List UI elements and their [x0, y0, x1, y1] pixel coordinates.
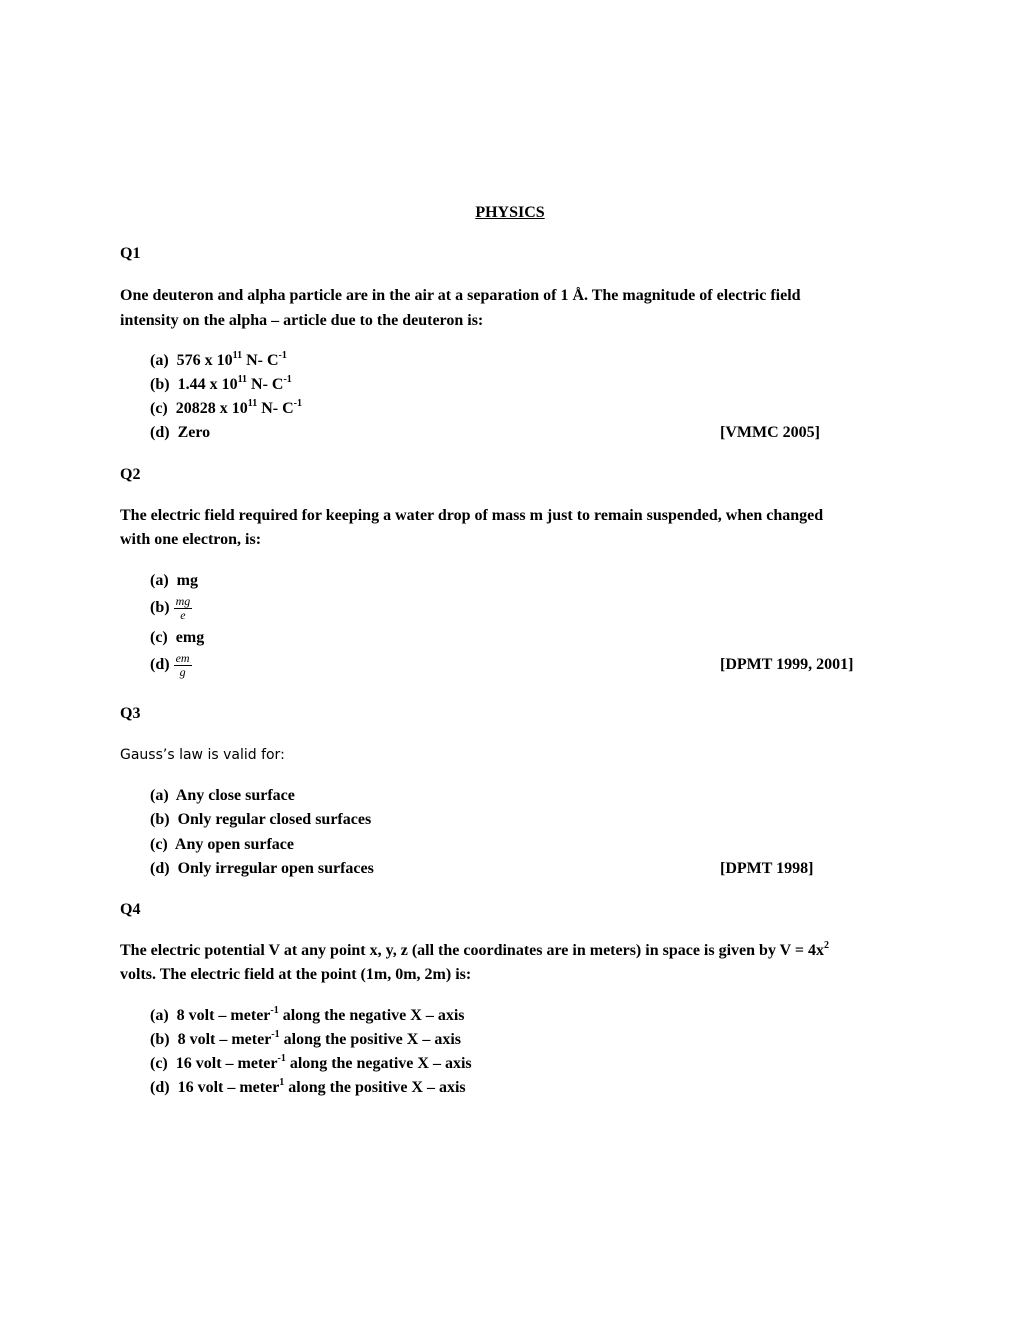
question-label: Q2 [120, 466, 141, 483]
option-a: (a) Any close surface [150, 787, 295, 804]
option-d: (d) $\frac{em}{g}$ [150, 650, 190, 679]
option-c: (c) emg [150, 629, 205, 646]
option-b: (b) $\frac{mg}{e}$ [150, 593, 191, 622]
question-label: Q1 [120, 245, 141, 262]
option-c: (c) Any open surface [150, 836, 294, 853]
option-d: (d) Zero [150, 424, 211, 441]
question-label: Q3 [120, 705, 141, 722]
option-a: (a) 8 volt – meter$^{-1}$ along the negative X – axis [150, 1005, 465, 1024]
fraction: $\frac{em}{g}$ [175, 650, 190, 679]
option-a: (a) mg [150, 572, 198, 589]
question-text: The electric potential V at any point x, y, z (all the coordinates are in meters) in space is given by $V = 4x^2$ [120, 940, 830, 959]
option-d: (d) Only irregular open surfaces [150, 860, 374, 877]
question-text: intensity on the alpha – article due to the deuteron is: [120, 312, 484, 329]
question-text: Gauss’s law is valid for: [120, 747, 285, 763]
question-label: Q4 [120, 901, 141, 918]
source-citation: [DPMT 1998] [720, 860, 814, 877]
option-c: (c) 16 volt – meter$^{-1}$ along the negative X – axis [150, 1053, 472, 1072]
source-citation: [VMMC 2005] [720, 424, 820, 441]
option-b: (b) 8 volt – meter$^{-1}$ along the positive X – axis [150, 1029, 461, 1048]
question-text: The electric field required for keeping a water drop of mass m just to remain suspended, when changed [120, 507, 824, 524]
option-d: (d) 16 volt – meter$^1$ along the positive X – axis [150, 1077, 466, 1096]
option-b: (b) Only regular closed surfaces [150, 811, 372, 828]
fraction: $\frac{mg}{e}$ [175, 593, 191, 622]
question-text: volts. The electric field at the point (1m, 0m, 2m) is: [120, 966, 472, 983]
question-text: One deuteron and alpha particle are in the air at a separation of 1 Å. The magnitude of electric field [120, 287, 801, 304]
option-c: (c) 20828 x $10^{11}$ N- $C^{-1}$ [150, 398, 302, 417]
source-citation: [DPMT 1999, 2001] [720, 656, 854, 673]
option-b: (b) 1.44 x $10^{11}$ N- $C^{-1}$ [150, 374, 292, 393]
question-text: with one electron, is: [120, 531, 262, 548]
page-title: PHYSICS [475, 204, 545, 221]
option-a: (a) 576 x $10^{11}$ N- $C^{-1}$ [150, 350, 287, 369]
